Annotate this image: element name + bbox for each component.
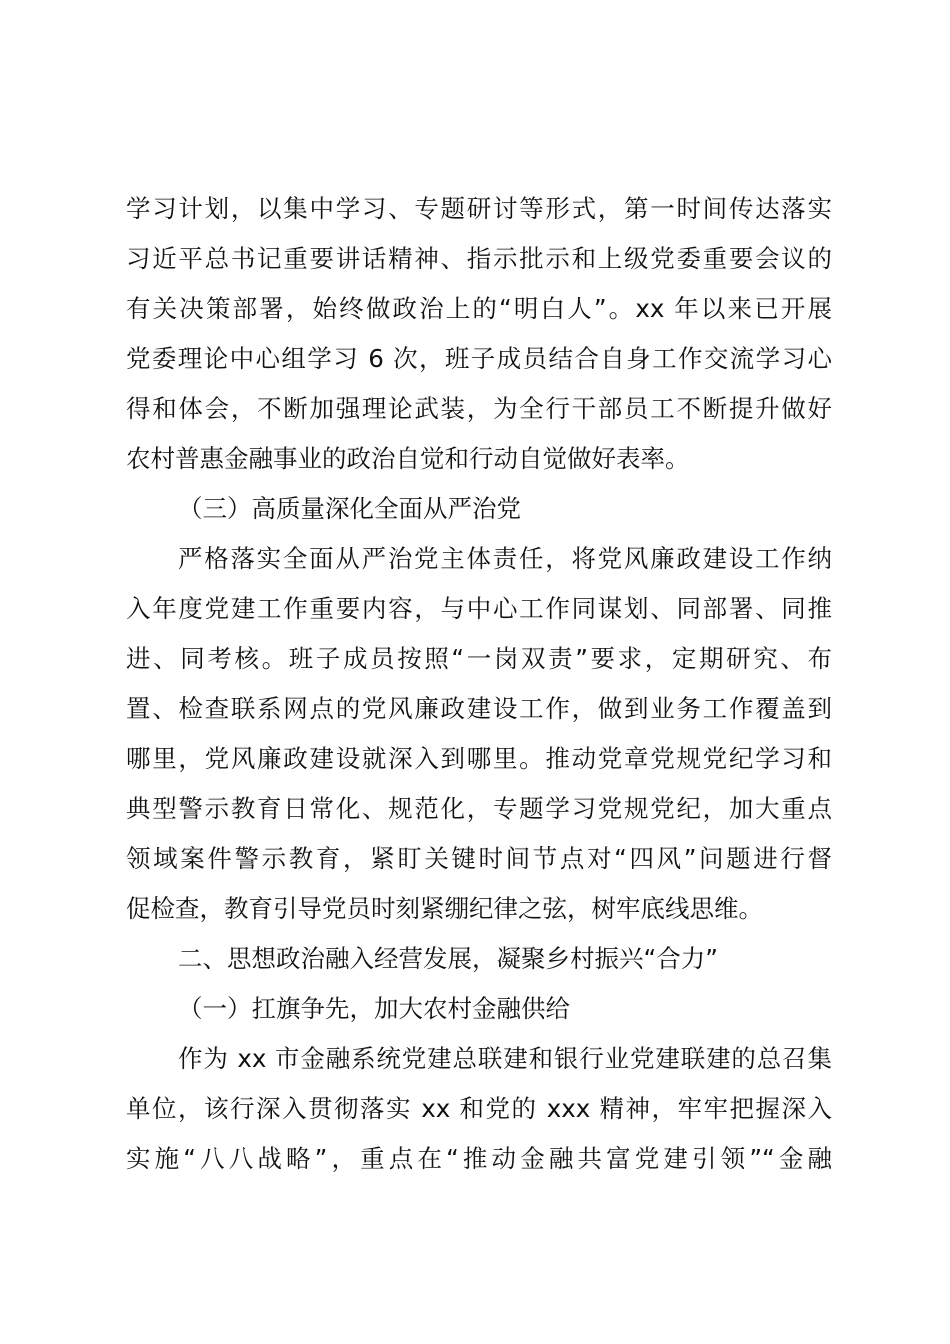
paragraph-end-line: 农村普惠金融事业的政治自觉和行动自觉做好表率。	[126, 444, 690, 473]
text-line: 置、检查联系网点的党风廉政建设工作，做到业务工作覆盖到	[126, 694, 832, 723]
text-line: 学习计划，以集中学习、专题研讨等形式，第一时间传达落实	[126, 194, 832, 223]
paragraph-end-line: 促检查，教育引导党员时刻紧绷纪律之弦，树牢底线思维。	[126, 894, 763, 923]
text-line: 实施“八八战略”，重点在“推动金融共富党建引领”“金融	[126, 1144, 832, 1173]
chapter-heading: 二、思想政治融入经营发展，凝聚乡村振兴“合力”	[178, 944, 718, 973]
text-line: 进、同考核。班子成员按照“一岗双责”要求，定期研究、布	[126, 644, 832, 673]
text-line: 领域案件警示教育，紧盯关键时间节点对“四风”问题进行督	[126, 844, 832, 873]
text-line: 典型警示教育日常化、规范化，专题学习党规党纪，加大重点	[126, 794, 832, 823]
text-line: 党委理论中心组学习 6 次，班子成员结合自身工作交流学习心	[126, 344, 832, 373]
section-heading: （三）高质量深化全面从严治党	[178, 494, 521, 523]
text-line: 有关决策部署，始终做政治上的“明白人”。xx 年以来已开展	[126, 294, 832, 323]
section-heading: （一）扛旗争先，加大农村金融供给	[178, 994, 570, 1023]
paragraph-first-line: 作为 xx 市金融系统党建总联建和银行业党建联建的总召集	[178, 1044, 832, 1073]
paragraph-first-line: 严格落实全面从严治党主体责任，将党风廉政建设工作纳	[178, 544, 832, 573]
text-line: 得和体会，不断加强理论武装，为全行干部员工不断提升做好	[126, 394, 832, 423]
text-line: 习近平总书记重要讲话精神、指示批示和上级党委重要会议的	[126, 244, 832, 273]
text-line: 入年度党建工作重要内容，与中心工作同谋划、同部署、同推	[126, 594, 832, 623]
document-body	[126, 184, 832, 1184]
text-line: 哪里，党风廉政建设就深入到哪里。推动党章党规党纪学习和	[126, 744, 832, 773]
text-line: 单位，该行深入贯彻落实 xx 和党的 xxx 精神，牢牢把握深入	[126, 1094, 832, 1123]
